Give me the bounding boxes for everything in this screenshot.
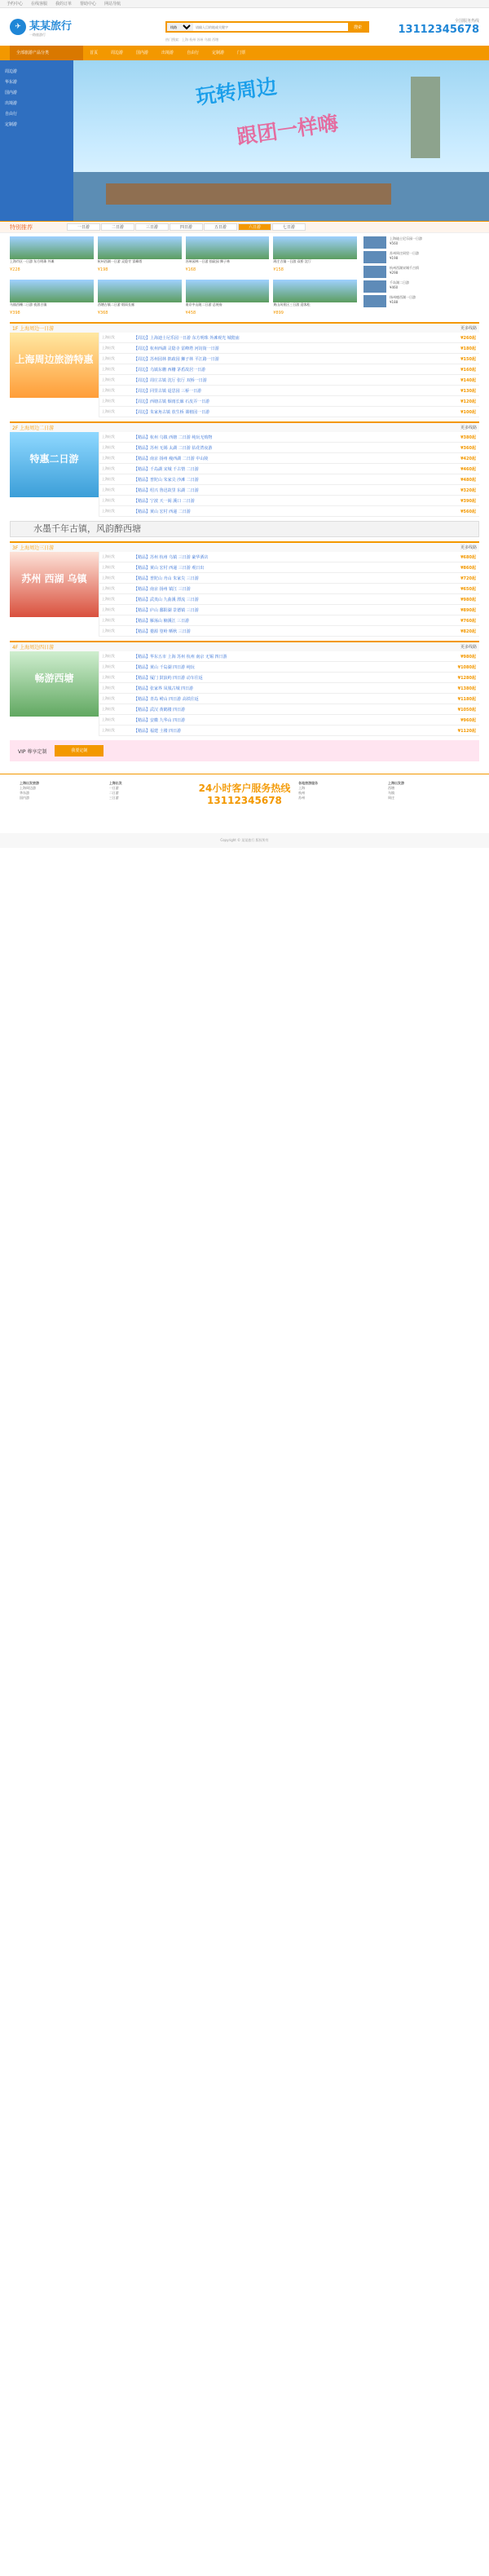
footer-column	[109, 781, 191, 827]
top-link[interactable]: 我的订单	[55, 2, 73, 7]
route-price: ¥760起	[460, 618, 476, 624]
logo-slogan: 一路旅游行	[29, 32, 46, 37]
departure-tag: 上海出发	[102, 388, 115, 392]
tab-6day[interactable]: 六日游	[238, 223, 271, 231]
top-link[interactable]: 帮助中心	[80, 2, 97, 7]
tour-title: 上海市区一日游 东方明珠 外滩	[10, 259, 55, 263]
route-link[interactable]: 【精品】华东五市 上海 苏州 杭州 南京 无锡 四日游	[134, 654, 227, 659]
route-price: ¥390起	[460, 498, 476, 504]
tour-card[interactable]	[273, 280, 357, 319]
tour-card[interactable]	[186, 280, 270, 319]
tour-image	[186, 280, 270, 302]
floor-promo-image[interactable]: 上海周边旅游特惠	[10, 333, 99, 398]
logo[interactable]	[10, 17, 120, 37]
tab-4day[interactable]: 四日游	[170, 223, 203, 231]
route-link[interactable]: 【精品】黄山 宏村 西递 二日游	[134, 509, 191, 514]
departure-tag: 上海出发	[102, 487, 115, 492]
copyright: Copyright © 某某旅行 版权所有	[0, 833, 489, 848]
tour-row[interactable]	[99, 584, 479, 594]
nav-periphery[interactable]: 周边游	[111, 51, 124, 55]
floor-title: 1F 上海周边一日游	[12, 326, 55, 332]
tour-row[interactable]	[99, 615, 479, 626]
footer-column	[388, 781, 469, 827]
route-price: ¥680起	[460, 554, 476, 560]
floor-header	[10, 543, 479, 552]
floor-promo-image[interactable]: 苏州 西湖 乌镇	[10, 552, 99, 617]
route-price: ¥560起	[460, 509, 476, 514]
tour-image	[186, 236, 270, 259]
tour-row[interactable]	[99, 485, 479, 496]
tour-price: ¥458	[185, 311, 196, 315]
route-link[interactable]: 【精品】雁荡山 楠溪江 三日游	[134, 618, 190, 624]
vip-custom-button[interactable]: 我要定制	[55, 745, 104, 756]
tour-row[interactable]	[99, 694, 479, 704]
route-link[interactable]: 【精品】青岛 崂山 四日游 高铁往返	[134, 696, 199, 702]
departure-tag: 上海出发	[102, 456, 115, 460]
side-tour-title: 扬州瘦西湖一日游	[390, 295, 416, 299]
route-link[interactable]: 【精品】南京 扬州 镇江 三日游	[134, 586, 191, 592]
route-price: ¥1120起	[457, 728, 476, 734]
route-link[interactable]: 【精品】绍兴 鲁迅故里 东湖 二日游	[134, 487, 199, 493]
tour-card[interactable]	[186, 236, 270, 276]
route-link[interactable]: 【精品】庐山 鄱阳湖 景德镇 三日游	[134, 607, 199, 613]
side-tour-item[interactable]	[363, 236, 469, 249]
footer-hotline	[199, 781, 291, 827]
route-link[interactable]: 【周边】乌镇东栅 西栅 茅盾故居一日游	[134, 367, 206, 373]
route-link[interactable]: 【精品】婺源 篁岭 晒秋 三日游	[134, 629, 191, 634]
tour-row[interactable]	[99, 552, 479, 562]
side-tour-price: ¥188	[390, 300, 399, 304]
footer-link[interactable]: 三日游	[108, 796, 119, 800]
route-price: ¥100起	[460, 409, 476, 415]
tour-row[interactable]	[99, 573, 479, 584]
tour-title: 乌镇西栅二日游 夜游古镇	[10, 302, 47, 307]
tab-7day[interactable]: 七日游	[272, 223, 306, 231]
footer-link[interactable]: 乌镇	[387, 791, 394, 795]
tour-card[interactable]	[98, 280, 182, 319]
side-tour-title: 杭州西湖宋城千古情	[390, 266, 419, 270]
nav-free-travel[interactable]: 自由行	[187, 51, 200, 55]
tour-card[interactable]	[98, 236, 182, 276]
tour-row[interactable]	[99, 562, 479, 573]
route-price: ¥980起	[460, 597, 476, 602]
floor-title: 4F 上海周边四日游	[12, 645, 55, 651]
departure-tag: 上海出发	[102, 335, 115, 339]
tour-row[interactable]	[99, 464, 479, 474]
departure-tag: 上海出发	[102, 445, 115, 449]
route-price: ¥720起	[460, 576, 476, 581]
side-tour-item[interactable]	[363, 295, 469, 307]
footer-column-title: 上海出发游	[387, 781, 404, 785]
nav-outbound[interactable]: 出境游	[161, 51, 174, 55]
category-item[interactable]: 出境游	[5, 101, 18, 106]
tour-row[interactable]	[99, 407, 479, 417]
logo-icon: ✈	[10, 19, 26, 35]
tour-row[interactable]	[99, 354, 479, 364]
route-link[interactable]: 【周边】上海迪士尼乐园一日游 东方明珠 外滩观光 城隍庙	[134, 335, 240, 341]
floor-title: 3F 上海周边三日游	[12, 545, 55, 551]
search-type-select[interactable]	[167, 23, 193, 31]
footer-column-title: 上海出发	[108, 781, 122, 785]
footer-link[interactable]: 苏州	[298, 796, 306, 800]
more-link[interactable]: 更多线路	[460, 545, 477, 550]
route-price: ¥980起	[460, 654, 476, 659]
vip-title: VIP 尊享定制	[18, 748, 47, 755]
side-tour-image	[363, 236, 386, 249]
tour-card[interactable]	[10, 236, 94, 276]
route-price: ¥1380起	[457, 686, 476, 691]
route-link[interactable]: 【精品】杭州 乌镇 西塘 二日游 纯玩无购物	[134, 434, 213, 440]
tour-title: 周庄古镇一日游 双桥 沈厅	[273, 259, 311, 263]
category-item[interactable]: 华东游	[5, 80, 18, 85]
search-button[interactable]: 搜索	[348, 23, 368, 31]
route-price: ¥260起	[460, 335, 476, 341]
footer-link[interactable]: 上海	[298, 786, 306, 790]
tab-3day[interactable]: 三日游	[135, 223, 169, 231]
side-tour-image	[363, 280, 386, 293]
tour-row[interactable]	[99, 704, 479, 715]
route-price: ¥1050起	[457, 707, 476, 712]
route-price: ¥180起	[460, 346, 476, 351]
tour-row[interactable]	[99, 673, 479, 683]
nav-domestic[interactable]: 国内游	[136, 51, 149, 55]
tour-price: ¥368	[97, 311, 108, 315]
hotline-number: 13112345678	[207, 795, 282, 806]
route-link[interactable]: 【精品】宁波 天一阁 溪口 二日游	[134, 498, 195, 504]
tour-image	[10, 236, 94, 259]
footer-column	[298, 781, 380, 827]
route-price: ¥480起	[460, 477, 476, 483]
nav-home[interactable]: 首页	[90, 51, 99, 55]
tour-row[interactable]	[99, 683, 479, 694]
departure-tag: 上海出发	[102, 346, 115, 350]
nav-custom-tour[interactable]: 定制游	[212, 51, 225, 55]
tab-5day[interactable]: 五日游	[204, 223, 237, 231]
departure-tag: 上海出发	[102, 367, 115, 371]
category-item[interactable]: 国内游	[5, 90, 18, 95]
departure-tag: 上海出发	[102, 466, 115, 470]
route-price: ¥140起	[460, 377, 476, 383]
more-link[interactable]: 更多线路	[460, 645, 477, 650]
side-tour-item[interactable]	[363, 280, 469, 293]
departure-tag: 上海出发	[102, 607, 115, 611]
category-item[interactable]: 周边游	[5, 69, 18, 74]
banner-slogan-line2: 跟团一样嗨	[235, 111, 340, 149]
tour-price: ¥158	[273, 267, 284, 272]
tour-row[interactable]	[99, 386, 479, 396]
footer-link[interactable]: 国内游	[20, 796, 29, 800]
tour-row[interactable]	[99, 715, 479, 726]
tour-title: 杭州西湖一日游 灵隐寺 雷峰塔	[97, 259, 143, 263]
tour-row[interactable]	[99, 626, 479, 637]
route-link[interactable]: 【精品】安徽 九华山 四日游	[134, 717, 186, 723]
tour-title: 南京中山陵二日游 总统府	[185, 302, 222, 307]
route-link[interactable]: 【周边】朱家角古镇 放生桥 课植园一日游	[134, 409, 210, 415]
tour-row[interactable]	[99, 453, 479, 464]
departure-tag: 上海出发	[102, 586, 115, 590]
tour-row[interactable]	[99, 443, 479, 453]
departure-tag: 上海出发	[102, 409, 115, 413]
route-price: ¥1180起	[457, 696, 476, 702]
recommend-title: 特别推荐	[10, 223, 33, 231]
route-price: ¥890起	[460, 607, 476, 613]
tour-row[interactable]	[99, 506, 479, 517]
departure-tag: 上海出发	[102, 629, 115, 633]
nav-all-categories[interactable]: 全部旅游产品分类	[10, 46, 83, 60]
floor-3	[10, 541, 479, 637]
side-tour-item[interactable]	[363, 251, 469, 263]
route-link[interactable]: 【周边】苏州园林 拙政园 狮子林 平江路一日游	[134, 356, 219, 362]
recommend-grid	[10, 236, 357, 315]
route-link[interactable]: 【周边】周庄古镇 沈厅 张厅 双桥一日游	[134, 377, 207, 383]
departure-tag: 上海出发	[102, 707, 115, 711]
route-link[interactable]: 【精品】苏州 杭州 乌镇 三日游 豪华酒店	[134, 554, 209, 560]
footer-link[interactable]: 杭州	[298, 791, 306, 795]
floor-header	[10, 642, 479, 651]
banner-slogan-line1: 玩转周边	[194, 74, 279, 109]
route-link[interactable]: 【精品】千岛湖 宋城 千古情 二日游	[134, 466, 199, 472]
route-price: ¥1280起	[457, 675, 476, 681]
side-tour-list	[363, 236, 469, 315]
route-link[interactable]: 【精品】黄山 宏村 西递 三日游 观日出	[134, 565, 205, 571]
departure-tag: 上海出发	[102, 356, 115, 360]
floor-promo-image[interactable]: 特惠二日游	[10, 432, 99, 497]
departure-tag: 上海出发	[102, 498, 115, 502]
departure-tag: 上海出发	[102, 717, 115, 721]
route-price: ¥120起	[460, 399, 476, 404]
departure-tag: 上海出发	[102, 576, 115, 580]
top-link[interactable]: 网站导航	[104, 2, 121, 7]
tour-title: 苏州园林一日游 拙政园 狮子林	[185, 259, 231, 263]
route-price: ¥420起	[460, 456, 476, 461]
phone-label: 全国服务热线	[454, 19, 479, 24]
route-link[interactable]: 【精品】武汉 黄鹤楼 四日游	[134, 707, 186, 712]
tour-row[interactable]	[99, 375, 479, 386]
departure-tag: 上海出发	[102, 434, 115, 439]
category-item[interactable]: 自由行	[5, 112, 18, 117]
tour-price: ¥398	[10, 311, 20, 315]
side-tour-image	[363, 266, 386, 278]
route-link[interactable]: 【周边】同里古镇 退思园 三桥一日游	[134, 388, 202, 394]
tour-row[interactable]	[99, 432, 479, 443]
departure-tag: 上海出发	[102, 565, 115, 569]
footer-link[interactable]: 二日游	[108, 791, 119, 795]
hero	[0, 60, 489, 221]
route-link[interactable]: 【周边】杭州西湖 灵隐寺 雷峰塔 河坊街一日游	[134, 346, 219, 351]
footer	[0, 774, 489, 833]
floor-1	[10, 322, 479, 417]
top-link[interactable]: 在线客服	[31, 2, 48, 7]
side-tour-price: ¥560	[390, 241, 399, 245]
tour-row[interactable]	[99, 726, 479, 736]
route-link[interactable]: 【精品】福建 土楼 四日游	[134, 728, 182, 734]
route-price: ¥860起	[460, 565, 476, 571]
tour-row[interactable]	[99, 333, 479, 343]
floor-header	[10, 324, 479, 333]
more-link[interactable]: 更多线路	[460, 326, 477, 331]
search-form	[165, 21, 369, 33]
route-link[interactable]: 【周边】西塘古镇 烟雨长廊 石皮弄一日游	[134, 399, 210, 404]
floor-4	[10, 641, 479, 736]
footer-column	[20, 781, 101, 827]
tour-card[interactable]	[273, 236, 357, 276]
tour-title: 黄山风景区三日游 迎客松	[273, 302, 311, 307]
route-link[interactable]: 【精品】普陀山 朱家尖 沙滩 二日游	[134, 477, 199, 483]
tour-price: ¥198	[97, 267, 108, 272]
route-price: ¥650起	[460, 586, 476, 592]
tour-price: ¥168	[185, 267, 196, 272]
search-input[interactable]	[193, 23, 348, 31]
route-link[interactable]: 【精品】黄山 千岛湖 四日游 纯玩	[134, 664, 195, 670]
footer-column-title: 各地旅游服务	[298, 781, 319, 785]
route-link[interactable]: 【精品】普陀山 舟山 朱家尖 三日游	[134, 576, 199, 581]
floor-header	[10, 423, 479, 432]
route-price: ¥360起	[460, 445, 476, 451]
header	[0, 8, 489, 46]
category-sidebar	[0, 60, 73, 221]
route-price: ¥150起	[460, 356, 476, 362]
departure-tag: 上海出发	[102, 675, 115, 679]
route-link[interactable]: 【精品】南京 扬州 瘦西湖 二日游 中山陵	[134, 456, 209, 461]
route-link[interactable]: 【精品】张家界 凤凰古城 四日游	[134, 686, 194, 691]
tour-image	[98, 280, 182, 302]
pagoda-image	[411, 77, 440, 158]
route-price: ¥960起	[460, 717, 476, 723]
tour-image	[273, 280, 357, 302]
departure-tag: 上海出发	[102, 377, 115, 382]
tour-image	[10, 280, 94, 302]
category-item[interactable]: 定制游	[5, 122, 18, 127]
footer-link[interactable]: 周庄	[387, 796, 394, 800]
more-link[interactable]: 更多线路	[460, 426, 477, 430]
side-tour-price: ¥198	[390, 256, 399, 260]
route-link[interactable]: 【精品】厦门 鼓浪屿 四日游 动车往返	[134, 675, 203, 681]
side-tour-image	[363, 295, 386, 307]
side-tour-image	[363, 251, 386, 263]
route-link[interactable]: 【精品】武夷山 九曲溪 漂流 三日游	[134, 597, 199, 602]
tour-title: 西塘古镇二日游 烟雨长廊	[97, 302, 135, 307]
tour-row[interactable]	[99, 594, 479, 605]
floor-title: 2F 上海周边二日游	[12, 426, 55, 431]
departure-tag: 上海出发	[102, 728, 115, 732]
route-price: ¥820起	[460, 629, 476, 634]
departure-tag: 上海出发	[102, 597, 115, 601]
tour-image	[98, 236, 182, 259]
recommend-tabs	[0, 221, 489, 233]
vip-banner	[10, 740, 479, 761]
route-link[interactable]: 【精品】苏州 无锡 太湖 二日游 拈花湾夜游	[134, 445, 213, 451]
tour-row[interactable]	[99, 343, 479, 354]
departure-tag: 上海出发	[102, 554, 115, 558]
recommend-section	[0, 233, 489, 318]
tour-row[interactable]	[99, 364, 479, 375]
footer-link[interactable]: 一日游	[108, 786, 119, 790]
tab-1day[interactable]: 一日游	[67, 223, 100, 231]
route-price: ¥1080起	[457, 664, 476, 670]
route-price: ¥320起	[460, 487, 476, 493]
departure-tag: 上海出发	[102, 686, 115, 690]
hot-search-words[interactable]: 热门搜索：上海 杭州 苏州 乌镇 西塘	[165, 37, 219, 42]
tour-card[interactable]	[10, 280, 94, 319]
top-bar	[0, 0, 489, 8]
route-price: ¥160起	[460, 367, 476, 373]
route-price: ¥130起	[460, 388, 476, 394]
tour-row[interactable]	[99, 474, 479, 485]
floor-2	[10, 421, 479, 517]
footer-link[interactable]: 西塘	[387, 786, 394, 790]
nav-tickets[interactable]: 门票	[237, 51, 246, 55]
departure-tag: 上海出发	[102, 618, 115, 622]
tour-row[interactable]	[99, 396, 479, 407]
mid-banner[interactable]: 水墨千年古镇，风韵醉西塘	[10, 521, 479, 537]
tour-row[interactable]	[99, 651, 479, 662]
side-tour-price: ¥460	[390, 285, 399, 289]
tour-image	[273, 236, 357, 259]
tour-row[interactable]	[99, 605, 479, 615]
tour-row[interactable]	[99, 496, 479, 506]
footer-link[interactable]: 上海周边游	[20, 786, 36, 790]
side-tour-title: 苏州周庄同里一日游	[390, 251, 419, 255]
side-tour-title: 千岛湖二日游	[390, 280, 409, 285]
departure-tag: 上海出发	[102, 509, 115, 513]
main-banner[interactable]	[73, 60, 489, 221]
footer-column-title: 上海出发旅游	[20, 781, 39, 785]
side-tour-price: ¥298	[390, 271, 399, 275]
tour-row[interactable]	[99, 662, 479, 673]
departure-tag: 上海出发	[102, 654, 115, 658]
phone-number: 13112345678	[398, 24, 479, 36]
bridge-image	[106, 183, 391, 205]
departure-tag: 上海出发	[102, 399, 115, 403]
side-tour-title: 上海迪士尼乐园一日游	[390, 236, 422, 240]
departure-tag: 上海出发	[102, 696, 115, 700]
hotline-label: 24小时客户服务热线	[198, 783, 291, 794]
main-nav	[0, 46, 489, 60]
tour-price: ¥228	[10, 267, 20, 272]
phone-block	[399, 18, 480, 36]
side-tour-item[interactable]	[363, 266, 469, 278]
departure-tag: 上海出发	[102, 664, 115, 668]
logo-text: 某某旅行	[29, 20, 73, 33]
floor-promo-image[interactable]: 畅游西塘	[10, 651, 99, 717]
tab-2day[interactable]: 二日游	[101, 223, 134, 231]
tour-price: ¥899	[273, 311, 284, 315]
top-link[interactable]: 予约中心	[7, 2, 24, 7]
departure-tag: 上海出发	[102, 477, 115, 481]
route-price: ¥460起	[460, 466, 476, 472]
footer-link[interactable]: 华东游	[20, 791, 29, 795]
route-price: ¥380起	[460, 434, 476, 440]
